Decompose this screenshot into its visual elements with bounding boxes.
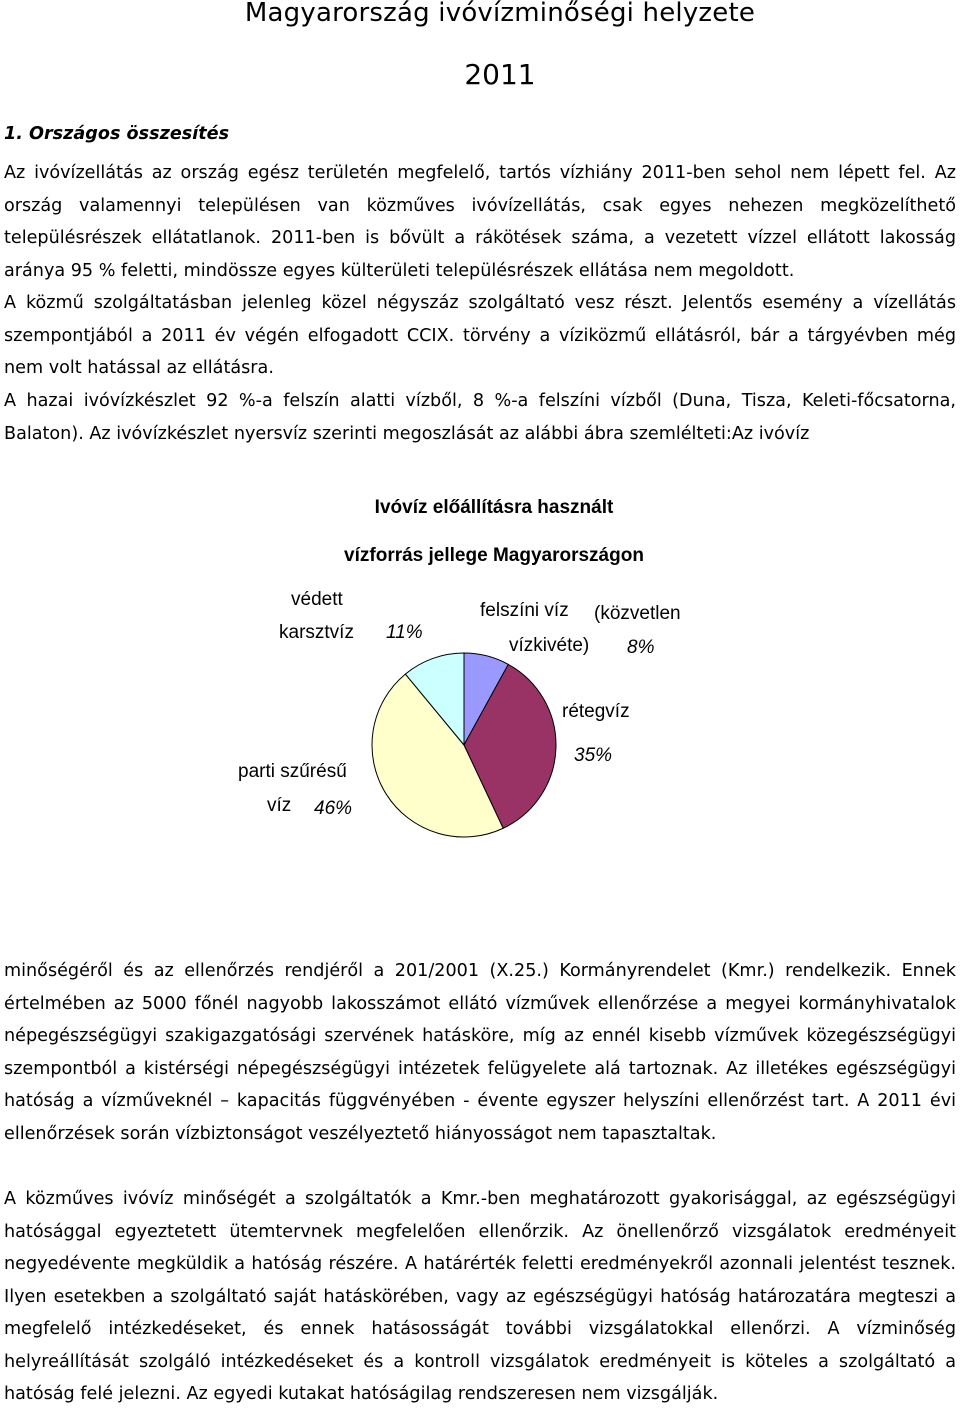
paragraph-5: A közműves ivóvíz minőségét a szolgáltatók a Kmr.-ben meghatározott gyakorisággal, az egészségügyi hatósággal egyeztetett ütemtervnek megfelelően ellenőrzik. Az önellenőrző vizsgálatok eredményeit negyedévente megküldik a hatóság részére. A határérték feletti eredményekről azonnali jelentést tesznek. Ilyen esetekben a szolgáltató saját hatáskörében, vagy az egészségügyi hatóság határozatára megteszi a megfelelő intézkedéseket, és ennek hatásosságát további vizsgálatokkal ellenőrzi. A vízminőség helyreállítását szolgáló intézkedéseket és a kontroll vizsgálatok eredményeit is köteles a szolgáltató a hatóság felé jelezni. Az egyedi kutakat hatóságilag rendszeresen nem vizsgálják. — [4, 1189, 956, 1404]
paragraph-4: minőségéről és az ellenőrzés rendjéről a 201/2001 (X.25.) Kormányrendelet (Kmr.) rendelkezik. Ennek értelmében az 5000 főnél nagyobb lakosszámot ellátó vízművek ellenőrzése a megyei kormányhivatalok népegészségügyi szakigazgatósági szervének hatásköre, míg az ennél kisebb vízművek közegészségügyi szempontból a kistérségi népegészségügyi intézetek felügyelete alá tartoznak. Az illetékes egészségügyi hatóság a vízműveknél – kapacitás függvényében - évente egyszer helyszíni ellenőrzést tart. A 2011 évi ellenőrzések során vízbiztonságot veszélyeztető hiányosságot nem tapasztaltak. — [4, 961, 956, 1144]
paragraph-1: Az ivóvízellátás az ország egész területén megfelelő, tartós vízhiány 2011-ben sehol nem lépett fel. Az ország valamennyi településen van közműves ivóvízellátás, csak egyes nehezen megközelíthető településrészek ellátatlanok. 2011-ben is bővült a rákötések száma, a vezetett vízzel ellátott lakosság aránya 95 % feletti, mindössze egyes külterületi településrészek ellátása nem megoldott. — [4, 163, 956, 281]
document-year: 2011 — [464, 58, 536, 91]
slice-label-retegviz: rétegvíz — [562, 701, 630, 722]
slice-label-karszt-line-2: karsztvíz — [279, 622, 354, 643]
slice-percent-retegviz: 35% — [574, 745, 613, 766]
pie-chart — [0, 470, 960, 940]
document-title: Magyarország ivóvízminőségi helyzete — [244, 0, 756, 28]
chart-title-line-1: Ivóvíz előállításra használt — [374, 497, 614, 518]
slice-percent-parti: 46% — [314, 798, 353, 819]
slice-label-karszt-line-1: védett — [291, 589, 343, 610]
slice-label-felszini-line-2: vízkivéte) — [509, 635, 590, 656]
slice-percent-felszini: 8% — [627, 637, 655, 658]
paragraph-2: A közmű szolgáltatásban jelenleg közel négyszáz szolgáltató vesz részt. Jelentős esemény a vízellátás szempontjából a 2011 év végén elfogadott CCIX. törvény a víziközmű ellátásról, bár a tárgyévben még nem volt hatással az ellátásra. — [4, 293, 956, 378]
slice-label-felszini-line-1: felszíni víz — [480, 600, 569, 621]
slice-label-felszini-line-1b: (közvetlen — [594, 603, 681, 624]
section-heading: 1. Országos összesítés — [4, 124, 230, 144]
chart-title-line-2: vízforrás jellege Magyarországon — [344, 545, 644, 566]
slice-percent-karszt: 11% — [386, 622, 423, 643]
paragraph-3: A hazai ivóvízkészlet 92 %-a felszín alatti vízből, 8 %-a felszíni vízből (Duna, Tisza, Keleti-főcsatorna, Balaton). Az ivóvízkészlet nyersvíz szerinti megoszlását az alábbi ábra szemlélteti:Az ivóvíz — [4, 391, 956, 444]
slice-label-parti-line-2: víz — [267, 795, 292, 816]
slice-label-parti-line-1: parti szűrésű — [238, 761, 347, 782]
pie-slices — [372, 653, 556, 837]
